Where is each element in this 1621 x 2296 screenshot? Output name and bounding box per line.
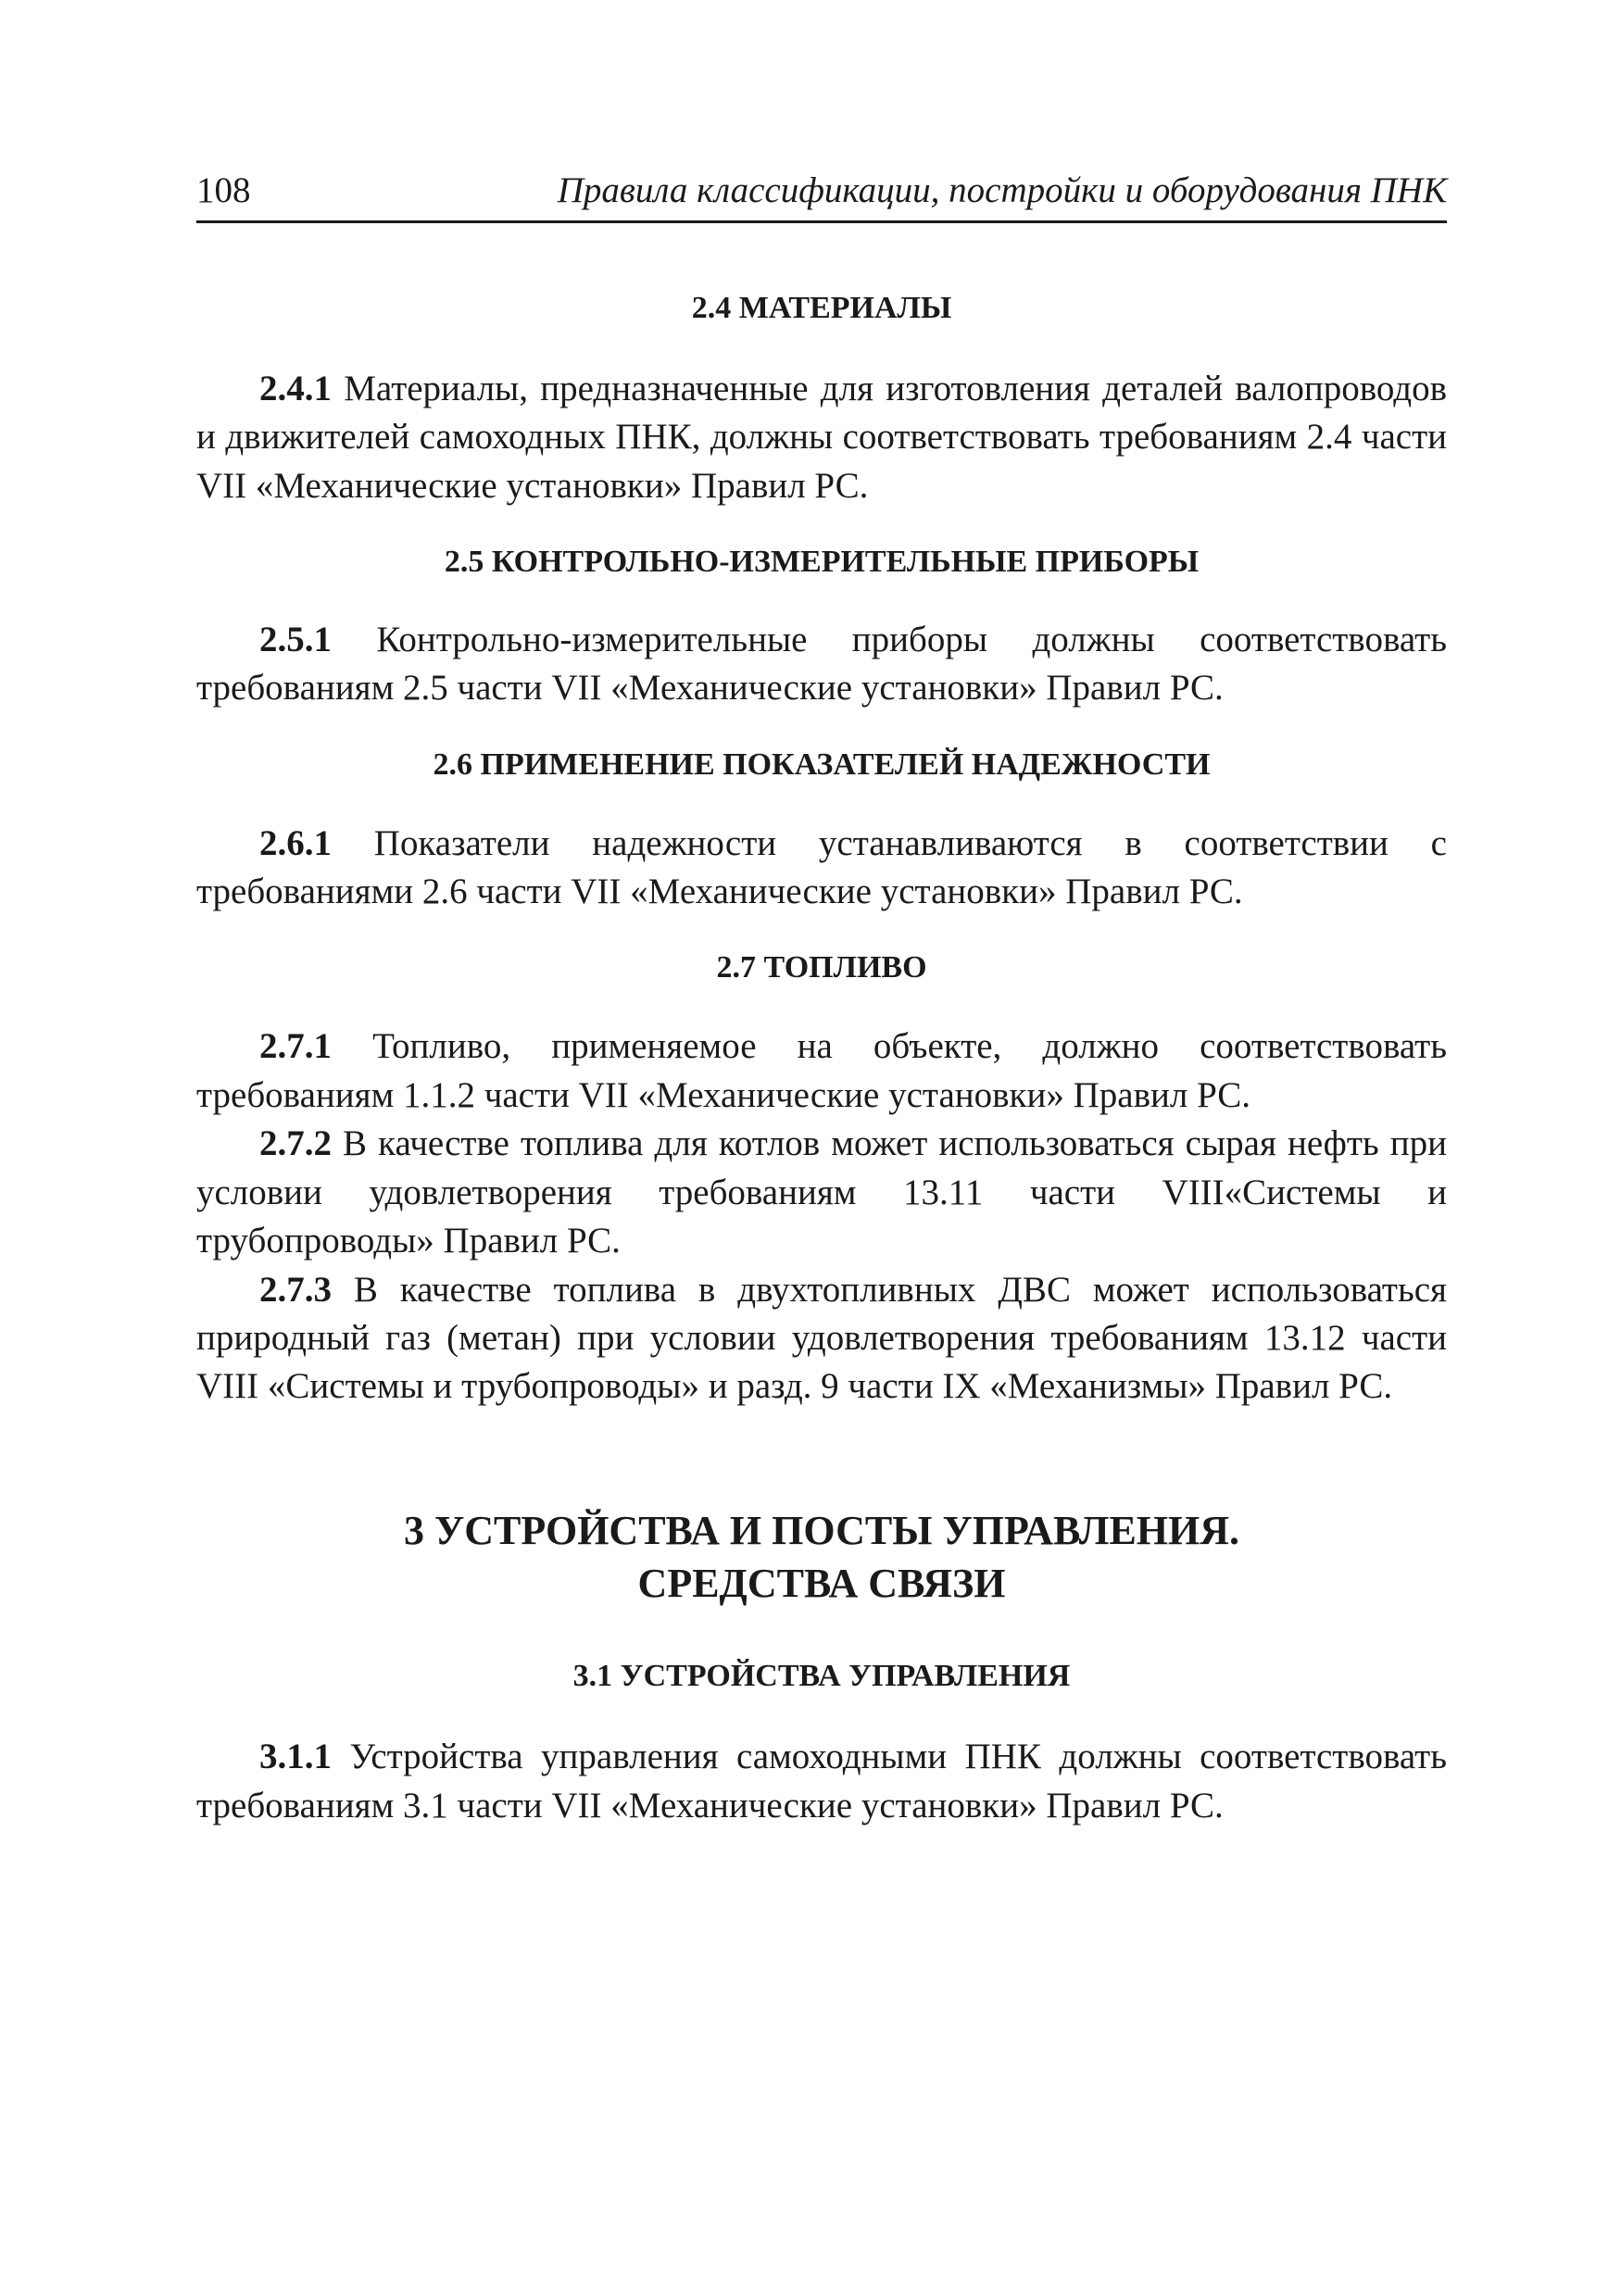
section-heading-2-5: 2.5 КОНТРОЛЬНО-ИЗМЕРИТЕЛЬНЫЕ ПРИБОРЫ — [444, 545, 1200, 580]
document-page — [196, 171, 1447, 1830]
paragraph-2-7-1 — [196, 1023, 1447, 1120]
clause-number: 2.7.2 — [259, 1123, 332, 1164]
clause-text: Показатели надежности устанавливаются в соответствии с требованиями 2.6 части VII «Механические установки» Правил РС. — [196, 822, 1447, 911]
clause-number: 3.1.1 — [259, 1737, 332, 1777]
paragraph-2-5-1 — [196, 616, 1447, 713]
clause-text: В качестве топлива в двухтопливных ДВС может использоваться природный газ (метан) при условии удовлетворения требованиям 13.12 части VIII «Системы и трубопроводы» и разд. 9 части IX «Механизмы» Правил РС. — [196, 1269, 1447, 1407]
paragraph-3-1-1 — [196, 1733, 1447, 1830]
chapter-heading-line-1: 3 УСТРОЙСТВА И ПОСТЫ УПРАВЛЕНИЯ. — [403, 1507, 1240, 1553]
clause-text: В качестве топлива для котлов может использоваться сырая нефть при условии удовлетворения требованиям 13.11 части VIII«Системы и трубопроводы» Правил РС. — [196, 1123, 1447, 1261]
chapter-heading-line-2: СРЕДСТВА СВЯЗИ — [637, 1561, 1006, 1607]
clause-text: Устройства управления самоходными ПНК должны соответствовать требованиям 3.1 части VII «Механические установки» Правил РС. — [196, 1737, 1447, 1826]
clause-number: 2.6.1 — [259, 822, 332, 863]
section-heading-2-4: 2.4 МАТЕРИАЛЫ — [691, 290, 952, 325]
clause-number: 2.7.1 — [259, 1026, 332, 1067]
section-heading-3-1: 3.1 УСТРОЙСТВА УПРАВЛЕНИЯ — [572, 1659, 1071, 1694]
clause-text: Контрольно-измерительные приборы должны соответствовать требованиям 2.5 части VII «Механические установки» Правил РС. — [196, 619, 1447, 709]
section-heading-2-7: 2.7 ТОПЛИВО — [716, 950, 927, 985]
clause-number: 2.7.3 — [259, 1269, 332, 1310]
paragraph-2-7-2 — [196, 1120, 1447, 1265]
paragraph-2-7-3 — [196, 1266, 1447, 1411]
chapter-heading-3 — [196, 1504, 1447, 1610]
clause-text: Топливо, применяемое на объекте, должно соответствовать требованиям 1.1.2 части VII «Механические установки» Правил РС. — [196, 1026, 1447, 1115]
running-header — [196, 171, 1447, 223]
paragraph-2-4-1 — [196, 365, 1447, 510]
paragraph-2-6-1 — [196, 820, 1447, 917]
clause-number: 2.5.1 — [259, 619, 332, 659]
section-heading-2-6: 2.6 ПРИМЕНЕНИЕ ПОКАЗАТЕЛЕЙ НАДЕЖНОСТИ — [433, 747, 1211, 782]
page-number: 108 — [196, 170, 251, 210]
clause-text: Материалы, предназначенные для изготовления деталей валопроводов и движителей самоходных ПНК, должны соответствовать требованиям 2.4 части VII «Механические установки» Правил РС. — [196, 368, 1447, 506]
running-title: Правила классификации, постройки и оборудования ПНК — [557, 170, 1447, 210]
clause-number: 2.4.1 — [259, 368, 332, 408]
